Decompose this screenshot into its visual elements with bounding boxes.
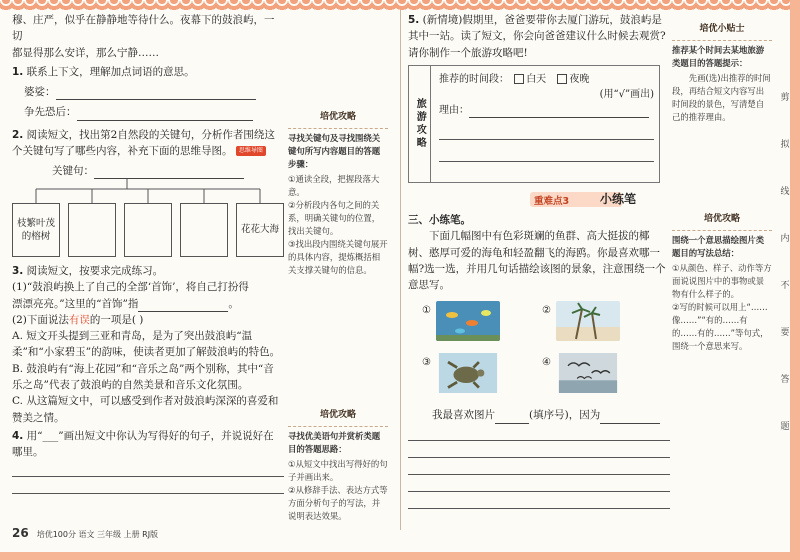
- part3-text: 下面几幅图中有色彩斑斓的鱼群、高大挺拔的椰树、憨厚可爱的海龟和轻盈翻飞的海鸥。你最喜欢哪一幅?选一选，并用几句话描绘该图的景象，注意围绕一个意思写。: [408, 230, 666, 292]
- pic-number: ①: [422, 305, 431, 317]
- mind-box-1: 枝繁叶茂的榕树: [12, 203, 60, 257]
- mind-map-connectors: [12, 163, 284, 205]
- night-option: 夜晚: [569, 73, 590, 85]
- section-title: 小练笔: [600, 192, 637, 206]
- tips-title: 培优攻略: [288, 408, 388, 427]
- tips-panel-picture-writing: [672, 212, 772, 353]
- page-divider: [400, 10, 401, 530]
- tips-heading: 寻找优美语句并赏析类题目的答题思路：: [288, 430, 381, 454]
- answer-line[interactable]: [12, 460, 284, 477]
- pic-number: ②: [542, 305, 551, 317]
- keyword-label: 关键句：: [52, 165, 94, 178]
- right-page-column: [408, 12, 670, 183]
- night-checkbox[interactable]: [557, 74, 567, 84]
- answer-line[interactable]: [12, 477, 284, 494]
- question-3: [12, 263, 284, 426]
- q3-text: 阅读短文，按要求完成练习。: [26, 265, 164, 278]
- q1-item1-label: 婆娑：: [24, 86, 56, 99]
- travel-guide-box: [408, 65, 660, 183]
- section-badge: 重难点3: [534, 196, 570, 207]
- tips-step: ②从修辞手法、表达方式等方面分析句子的写法，并说明表达效果。: [288, 485, 388, 522]
- answer-middle: (填序号)，因为: [529, 409, 601, 422]
- seagull-picture[interactable]: [556, 353, 620, 393]
- daytime-option: 白天: [526, 73, 547, 85]
- cut-char: 答: [780, 375, 790, 385]
- q3-number: 3.: [12, 265, 24, 278]
- q4-number: 4.: [12, 429, 24, 442]
- q1-number: 1.: [12, 65, 24, 78]
- answer-line[interactable]: [408, 424, 670, 441]
- q1-item2-blank[interactable]: [77, 120, 253, 121]
- q3-sub1-line2: 漂漂亮亮。”这里的“首饰”指: [12, 297, 139, 310]
- q5-number: 5.: [408, 14, 420, 26]
- tips-title: 培优小贴士: [672, 22, 772, 41]
- q2-tag: 思维导图: [236, 146, 266, 155]
- cut-line-instructions: [778, 90, 792, 450]
- tips-step: ①通读全段，把握段落大意。: [288, 173, 380, 197]
- mind-box-4[interactable]: [180, 203, 228, 257]
- answer-line[interactable]: [408, 475, 670, 492]
- q3-sub1-blank[interactable]: [138, 311, 228, 312]
- tips-step: ②分析段内各句之间的关系，明确关键句的位置，找出关键句。: [288, 200, 381, 237]
- answer-line[interactable]: [408, 458, 670, 475]
- picture-grid: [408, 297, 670, 407]
- q3-option-a[interactable]: A. 短文开头提到三亚和青岛，是为了突出鼓浪屿“温柔”和“小家碧玉”的韵味，使读者更加了解鼓浪屿的特色。: [12, 330, 281, 359]
- left-column: [12, 12, 284, 494]
- tips-heading: 围绕一个意思描绘图片类题目的写法总结：: [672, 234, 765, 258]
- cut-char: 不: [780, 281, 790, 291]
- tips-title: 培优攻略: [288, 110, 388, 129]
- q3-option-b[interactable]: B. 鼓浪屿有“海上花园”和“音乐之岛”两个别称，其中“音乐之岛”代表了鼓浪屿的自然美景和音乐文化氛围。: [12, 362, 274, 391]
- q3-sub1-end: 。: [228, 297, 239, 310]
- tips-step: ③找出段内围绕关键句展开的具体内容，提炼概括相关支撑关键句的信息。: [288, 239, 388, 276]
- sea-turtle-picture[interactable]: [436, 353, 500, 393]
- q3-option-c[interactable]: C. 从这篇短文中，可以感受到作者对鼓浪屿深深的喜爱和赞美之情。: [12, 395, 279, 424]
- intro-line-1: 穆、庄严，似乎在静静地等待什么。夜幕下的鼓浪屿，一切: [12, 14, 275, 43]
- mind-box-2[interactable]: [68, 203, 116, 257]
- tips-title: 培优攻略: [672, 212, 772, 231]
- picture-number-blank[interactable]: [495, 423, 529, 424]
- answer-line[interactable]: [408, 492, 670, 509]
- tips-panel-travel-hint: [672, 22, 772, 124]
- answer-line[interactable]: [439, 140, 654, 162]
- question-5: [408, 12, 670, 61]
- tips-heading: 推荐某个时间去某地旅游类题目的答题提示：: [672, 44, 765, 68]
- book-info: 培优100分 语文 三年级 上册 RJ版: [36, 530, 159, 539]
- q3-sub2-post: 的一项是( ): [89, 313, 144, 326]
- travel-guide-label: 旅游攻略: [409, 66, 431, 182]
- tips-step: ①从颜色、样子、动作等方面说说图片中的事物或景物有什么样子的。: [672, 262, 772, 299]
- part3-title: 三、小练笔。: [408, 214, 471, 226]
- tips-heading: 寻找关键句及寻找围绕关键句所写内容题目的答题步骤：: [288, 132, 381, 169]
- travel-guide-body: [439, 72, 654, 163]
- intro-line-2: 都显得那么安详，那么宁静……: [12, 46, 159, 59]
- q2-number: 2.: [12, 128, 24, 141]
- pic-number: ③: [422, 357, 431, 369]
- reason-inline-blank[interactable]: [600, 423, 660, 424]
- q1-item1-blank[interactable]: [56, 99, 256, 100]
- writing-practice: [408, 212, 670, 509]
- question-4: [12, 428, 284, 495]
- top-wavy-border: [0, 0, 800, 10]
- tips-body: 先画(选)出推荐的时间段，再结合短文内容写出时间段的景色，写清楚自己的推荐理由。: [672, 72, 771, 123]
- check-hint: (用“√”画出): [599, 89, 654, 101]
- answer-line[interactable]: [408, 441, 670, 458]
- q1-text: 联系上下文，理解加点词语的意思。: [26, 65, 195, 78]
- q5-text: (新情境)假期里，爸爸要带你去厦门游玩，鼓浪屿是其中一站。读了短文，你会向爸爸建议什么时候去观赏?请你制作一个旅游攻略吧!: [408, 14, 666, 59]
- tips-step: ②写的时候可以用上“……像……”“有的……有的……有的……”等句式，围绕一个意思来写。: [672, 302, 769, 352]
- cut-char: 要: [780, 328, 790, 338]
- cut-char: 拟: [780, 140, 790, 150]
- answer-line[interactable]: [439, 118, 654, 140]
- mind-box-3[interactable]: [124, 203, 172, 257]
- bottom-border: [0, 552, 800, 560]
- mind-box-5: 花花大海: [236, 203, 284, 257]
- mind-map: [12, 163, 284, 259]
- cut-char: 题: [780, 422, 790, 432]
- pic-number: ④: [542, 357, 551, 369]
- q2-text: 阅读短文，找出第2自然段的关键句，分析作者围绕这个关键句写了哪些内容，补充下面的思维导图。: [12, 128, 275, 157]
- reason-label: 理由：: [439, 104, 469, 116]
- tips-panel-sentence-appreciation: [288, 408, 388, 523]
- cut-char: 内: [780, 234, 790, 244]
- palm-tree-picture[interactable]: [556, 301, 620, 341]
- question-1: [12, 64, 284, 121]
- q4-text: 用“___”画出短文中你认为写得好的句子，并说说好在哪里。: [12, 429, 274, 459]
- fish-picture[interactable]: [436, 301, 500, 341]
- cut-char: 线: [780, 187, 790, 197]
- answer-prefix: 我最喜欢图片: [432, 409, 495, 422]
- cut-char: 剪: [780, 93, 790, 103]
- reason-blank[interactable]: [469, 117, 649, 118]
- page-footer: [12, 526, 158, 540]
- q1-item2-label: 争先恐后：: [24, 106, 77, 119]
- tips-panel-keysentence: [288, 110, 388, 277]
- q3-sub1-line1: (1)“鼓浪屿换上了自己的全部‘首饰’，将自己打扮得: [12, 281, 249, 294]
- daytime-checkbox[interactable]: [514, 74, 524, 84]
- tips-step: ①从短文中找出写得好的句子并画出来。: [288, 458, 388, 482]
- question-2: [12, 127, 284, 260]
- page-number: 26: [12, 526, 29, 540]
- time-label: 推荐的时间段：: [439, 73, 509, 85]
- q3-sub2-emphasis: 有误: [68, 313, 90, 326]
- q3-sub2-pre: (2)下面说法: [12, 313, 69, 326]
